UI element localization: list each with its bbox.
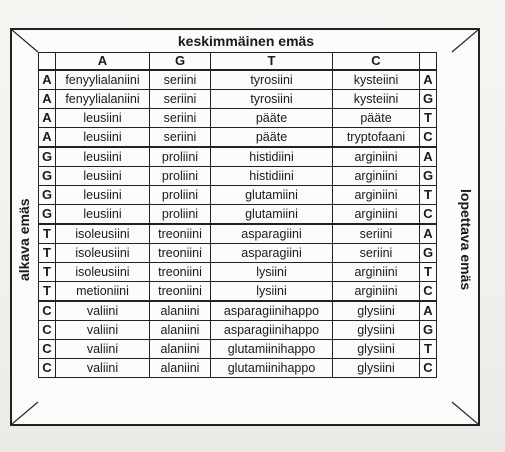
table-row <box>39 359 437 378</box>
first-base-cell: A <box>39 109 56 128</box>
amino-acid-cell-g: seriini <box>150 70 211 90</box>
last-base-cell: T <box>420 109 437 128</box>
table-row <box>39 321 437 340</box>
amino-acid-cell-a: valiini <box>56 340 150 359</box>
table-row <box>39 70 437 90</box>
first-base-cell: G <box>39 167 56 186</box>
first-base-cell: A <box>39 90 56 109</box>
amino-acid-cell-c: arginiini <box>333 147 420 167</box>
amino-acid-cell-t: lysiini <box>211 263 333 282</box>
last-base-cell: T <box>420 263 437 282</box>
amino-acid-cell-t: asparagiini <box>211 224 333 244</box>
amino-acid-cell-g: proliini <box>150 205 211 225</box>
amino-acid-cell-g: treoniini <box>150 282 211 302</box>
amino-acid-cell-a: leusiini <box>56 109 150 128</box>
codon-table-frame <box>10 28 480 426</box>
first-base-cell: C <box>39 359 56 378</box>
amino-acid-cell-g: proliini <box>150 167 211 186</box>
last-base-cell: A <box>420 301 437 321</box>
amino-acid-cell-g: treoniini <box>150 244 211 263</box>
first-base-cell: C <box>39 321 56 340</box>
amino-acid-cell-g: treoniini <box>150 263 211 282</box>
amino-acid-cell-a: leusiini <box>56 128 150 148</box>
amino-acid-cell-g: alaniini <box>150 301 211 321</box>
amino-acid-cell-t: glutamiinihappo <box>211 359 333 378</box>
amino-acid-cell-a: leusiini <box>56 167 150 186</box>
corner-cell-left <box>39 53 56 71</box>
column-header-a: A <box>56 53 150 71</box>
amino-acid-cell-g: seriini <box>150 109 211 128</box>
amino-acid-cell-t: lysiini <box>211 282 333 302</box>
table-row <box>39 109 437 128</box>
last-base-cell: G <box>420 321 437 340</box>
amino-acid-cell-a: fenyylialaniini <box>56 90 150 109</box>
amino-acid-cell-t: pääte <box>211 109 333 128</box>
column-header-row <box>39 53 437 71</box>
amino-acid-cell-t: glutamiini <box>211 186 333 205</box>
last-base-cell: C <box>420 128 437 148</box>
last-base-cell: G <box>420 167 437 186</box>
amino-acid-cell-t: glutamiinihappo <box>211 340 333 359</box>
table-row <box>39 90 437 109</box>
amino-acid-cell-g: seriini <box>150 90 211 109</box>
first-base-cell: A <box>39 128 56 148</box>
last-base-cell: A <box>420 224 437 244</box>
last-base-title: lopettava emäs <box>458 189 474 291</box>
first-base-cell: T <box>39 244 56 263</box>
amino-acid-cell-c: arginiini <box>333 186 420 205</box>
last-base-cell: G <box>420 90 437 109</box>
first-base-cell: G <box>39 147 56 167</box>
amino-acid-cell-t: asparagiini <box>211 244 333 263</box>
amino-acid-cell-a: leusiini <box>56 147 150 167</box>
amino-acid-cell-a: valiini <box>56 301 150 321</box>
amino-acid-cell-c: arginiini <box>333 205 420 225</box>
codon-table <box>38 52 437 378</box>
amino-acid-cell-g: alaniini <box>150 359 211 378</box>
codon-table-body <box>39 53 437 378</box>
first-base-cell: C <box>39 301 56 321</box>
table-row <box>39 128 437 148</box>
amino-acid-cell-t: tyrosiini <box>211 90 333 109</box>
amino-acid-cell-a: isoleusiini <box>56 263 150 282</box>
amino-acid-cell-c: pääte <box>333 109 420 128</box>
amino-acid-cell-a: leusiini <box>56 205 150 225</box>
first-base-cell: G <box>39 205 56 225</box>
table-row <box>39 186 437 205</box>
amino-acid-cell-g: treoniini <box>150 224 211 244</box>
last-base-cell: T <box>420 186 437 205</box>
column-header-t: T <box>211 53 333 71</box>
amino-acid-cell-g: proliini <box>150 147 211 167</box>
table-row <box>39 147 437 167</box>
first-base-cell: C <box>39 340 56 359</box>
last-base-cell: G <box>420 244 437 263</box>
column-header-g: G <box>150 53 211 71</box>
table-row <box>39 167 437 186</box>
last-base-cell: A <box>420 70 437 90</box>
last-base-cell: C <box>420 205 437 225</box>
amino-acid-cell-c: arginiini <box>333 282 420 302</box>
amino-acid-cell-c: arginiini <box>333 263 420 282</box>
table-row <box>39 205 437 225</box>
amino-acid-cell-a: metioniini <box>56 282 150 302</box>
table-row <box>39 301 437 321</box>
table-row <box>39 282 437 302</box>
amino-acid-cell-t: asparagiinihappo <box>211 301 333 321</box>
last-base-cell: T <box>420 340 437 359</box>
amino-acid-cell-g: alaniini <box>150 321 211 340</box>
amino-acid-cell-c: tryptofaani <box>333 128 420 148</box>
first-base-cell: T <box>39 224 56 244</box>
amino-acid-cell-a: isoleusiini <box>56 224 150 244</box>
first-base-cell: T <box>39 282 56 302</box>
amino-acid-cell-t: histidiini <box>211 167 333 186</box>
amino-acid-cell-a: leusiini <box>56 186 150 205</box>
first-base-title: alkava emäs <box>16 198 32 282</box>
amino-acid-cell-c: glysiini <box>333 340 420 359</box>
amino-acid-cell-a: valiini <box>56 359 150 378</box>
amino-acid-cell-g: seriini <box>150 128 211 148</box>
amino-acid-cell-c: seriini <box>333 224 420 244</box>
amino-acid-cell-c: kysteiini <box>333 90 420 109</box>
amino-acid-cell-c: glysiini <box>333 321 420 340</box>
amino-acid-cell-c: glysiini <box>333 301 420 321</box>
first-base-cell: T <box>39 263 56 282</box>
amino-acid-cell-a: fenyylialaniini <box>56 70 150 90</box>
amino-acid-cell-a: isoleusiini <box>56 244 150 263</box>
table-row <box>39 244 437 263</box>
amino-acid-cell-t: histidiini <box>211 147 333 167</box>
last-base-cell: C <box>420 282 437 302</box>
first-base-cell: A <box>39 70 56 90</box>
amino-acid-cell-c: seriini <box>333 244 420 263</box>
amino-acid-cell-g: alaniini <box>150 340 211 359</box>
amino-acid-cell-c: arginiini <box>333 167 420 186</box>
last-base-cell: A <box>420 147 437 167</box>
amino-acid-cell-t: pääte <box>211 128 333 148</box>
amino-acid-cell-t: tyrosiini <box>211 70 333 90</box>
middle-base-title: keskimmäinen emäs <box>177 33 315 49</box>
amino-acid-cell-c: glysiini <box>333 359 420 378</box>
amino-acid-cell-t: glutamiini <box>211 205 333 225</box>
first-base-cell: G <box>39 186 56 205</box>
table-row <box>39 263 437 282</box>
amino-acid-cell-a: valiini <box>56 321 150 340</box>
last-base-cell: C <box>420 359 437 378</box>
amino-acid-cell-g: proliini <box>150 186 211 205</box>
table-row <box>39 340 437 359</box>
column-header-c: C <box>333 53 420 71</box>
amino-acid-cell-t: asparagiinihappo <box>211 321 333 340</box>
table-row <box>39 224 437 244</box>
amino-acid-cell-c: kysteiini <box>333 70 420 90</box>
corner-cell-right <box>420 53 437 71</box>
